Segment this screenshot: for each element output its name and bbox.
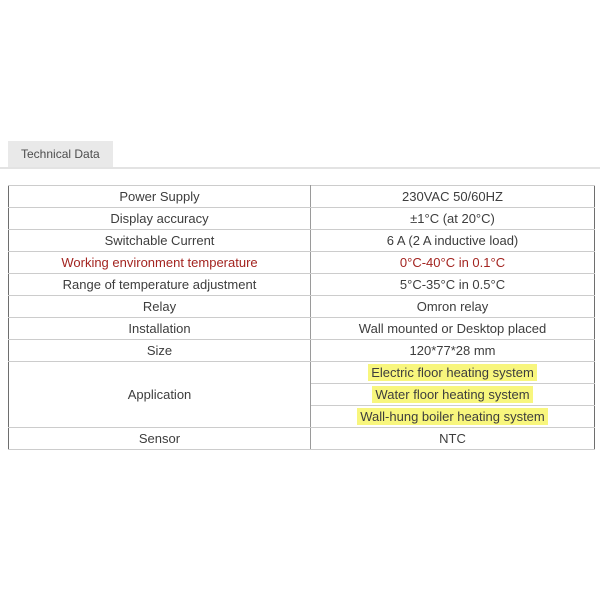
tab-bar [0, 141, 600, 169]
spec-label: Switchable Current [9, 230, 311, 252]
table-row-relay [9, 296, 595, 318]
table-row-installation [9, 318, 595, 340]
table-row-sensor [9, 428, 595, 450]
spec-value: 120*77*28 mm [311, 340, 595, 362]
spec-label: Power Supply [9, 186, 311, 208]
spec-value: Wall mounted or Desktop placed [311, 318, 595, 340]
highlighted-value: Wall-hung boiler heating system [357, 408, 548, 425]
highlighted-value: Water floor heating system [372, 386, 532, 403]
spec-label: Application [9, 362, 311, 428]
spec-value: 5°C-35°C in 0.5°C [311, 274, 595, 296]
table-row-range-of-temperature-adjustment [9, 274, 595, 296]
spec-value: 6 A (2 A inductive load) [311, 230, 595, 252]
table-row-power-supply [9, 186, 595, 208]
table-row-application-1 [9, 362, 595, 384]
spec-value: 230VAC 50/60HZ [311, 186, 595, 208]
spec-label: Working environment temperature [9, 252, 311, 274]
table-row-switchable-current [9, 230, 595, 252]
table-row-display-accuracy [9, 208, 595, 230]
spec-value [311, 384, 595, 406]
spec-label: Installation [9, 318, 311, 340]
table-row-size [9, 340, 595, 362]
spec-value: Omron relay [311, 296, 595, 318]
technical-data-table [8, 185, 595, 450]
spec-value: 0°C-40°C in 0.1°C [311, 252, 595, 274]
spec-label: Sensor [9, 428, 311, 450]
spec-label: Display accuracy [9, 208, 311, 230]
spec-label: Relay [9, 296, 311, 318]
spec-value [311, 406, 595, 428]
spec-value: ±1°C (at 20°C) [311, 208, 595, 230]
highlighted-value: Electric floor heating system [368, 364, 537, 381]
spec-value: NTC [311, 428, 595, 450]
spec-label: Range of temperature adjustment [9, 274, 311, 296]
spec-label: Size [9, 340, 311, 362]
tab-technical-data[interactable]: Technical Data [8, 141, 113, 167]
table-row-working-environment-temperature [9, 252, 595, 274]
spec-value [311, 362, 595, 384]
